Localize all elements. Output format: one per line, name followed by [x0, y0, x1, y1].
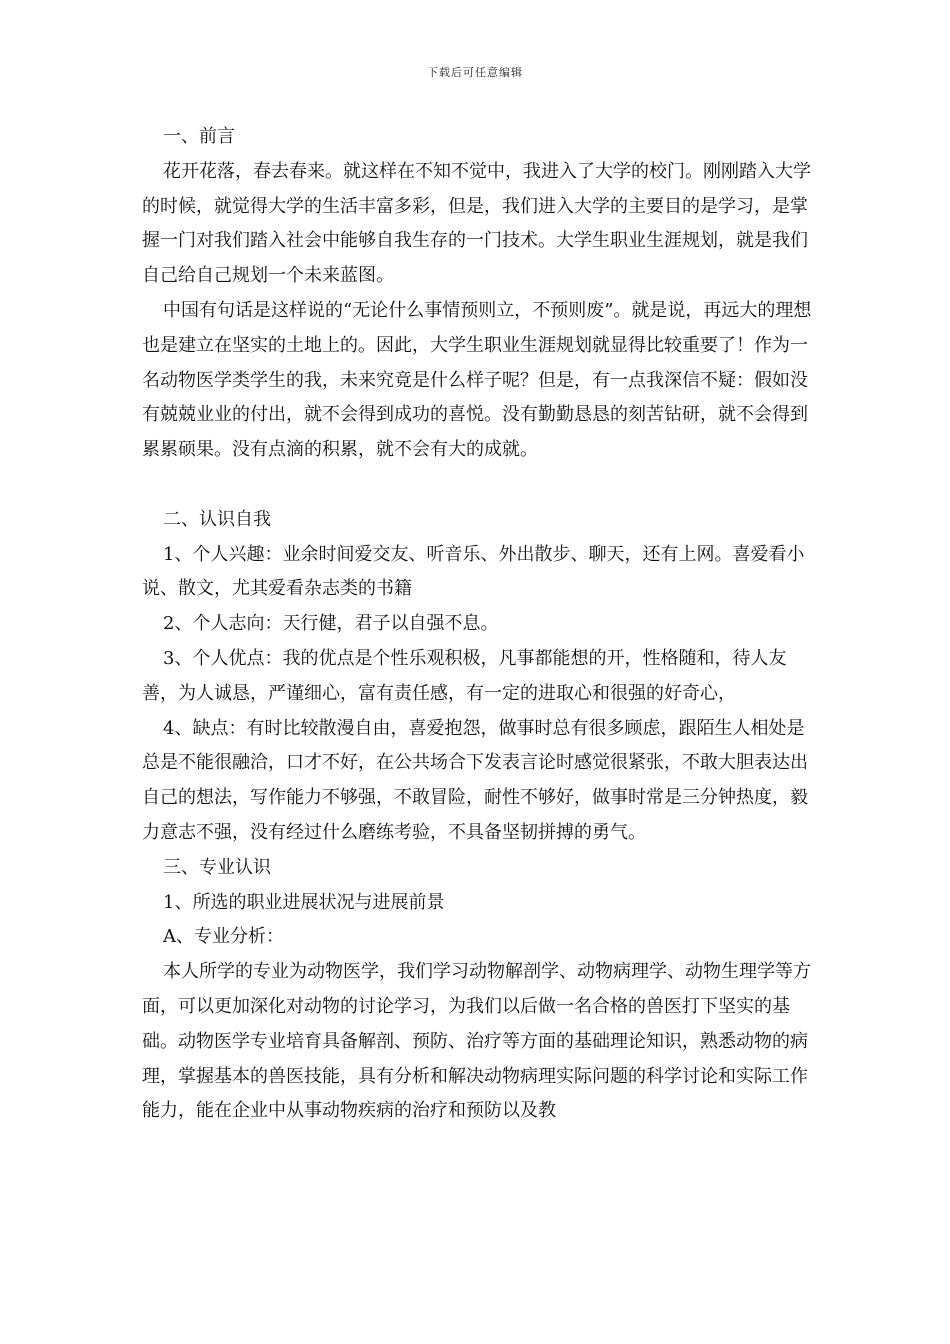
- body-paragraph: 中国有句话是这样说的“无论什么事情预则立，不预则废”。就是说，再远大的理想也是建立在坚实的土地上的。因此，大学生职业生涯规划就显得比较重要了！作为一名动物医学类学生的我，未来究竟是什么样子呢？但是，有一点我深信不疑：假如没有兢兢业业的付出，就不会得到成功的喜悦。没有勤勤恳恳的刻苦钻研，就不会得到累累硕果。没有点滴的积累，就不会有大的成就。: [142, 299, 812, 461]
- section-heading-major: 三、专业认识: [163, 856, 271, 878]
- list-item-weaknesses: 4、缺点：有时比较散漫自由，喜爱抱怨，做事时总有很多顾虑，跟陌生人相处是总是不能很融洽，口才不好，在公共场合下发表言论时感觉很紧张，不敢大胆表达出自己的想法，写作能力不够强，不敢冒险，耐性不够好，做事时常是三分钟热度，毅力意志不强，没有经过什么磨练考验，不具备坚韧拼搏的勇气。: [142, 717, 808, 843]
- list-item-interests: 1、个人兴趣：业余时间爱交友、听音乐、外出散步、聊天，还有上网。喜爱看小说、散文，尤其爱看杂志类的书籍: [142, 543, 805, 600]
- section-heading-preface: 一、前言: [163, 126, 235, 147]
- list-item-strengths: 3、个人优点：我的优点是个性乐观积极，凡事都能想的开，性格随和，待人友善，为人诚恳，严谨细心，富有责任感，有一定的进取心和很强的好奇心，: [142, 647, 787, 704]
- subheading-major-analysis: A、专业分析：: [163, 926, 284, 948]
- blank-line: [142, 468, 822, 503]
- page-header: 下载后可任意编辑: [427, 66, 523, 79]
- subheading-career-outlook: 1、所选的职业进展状况与进展前景: [163, 891, 445, 913]
- document-body: [142, 120, 822, 1129]
- body-paragraph: 花开花落，春去春来。就这样在不知不觉中，我进入了大学的校门。刚刚踏入大学的时候，就觉得大学的生活丰富多彩，但是，我们进入大学的主要目的是学习，是掌握一门对我们踏入社会中能够自我生存的一门技术。大学生职业生涯规划，就是我们自己给自己规划一个未来蓝图。: [142, 160, 811, 287]
- body-paragraph: 本人所学的专业为动物医学，我们学习动物解剖学、动物病理学、动物生理学等方面，可以更加深化对动物的讨论学习，为我们以后做一名合格的兽医打下坚实的基础。动物医学专业培育具备解剖、预防、治疗等方面的基础理论知识，熟悉动物的病理，掌握基本的兽医技能，具有分析和解决动物病理实际问题的科学讨论和实际工作能力，能在企业中从事动物疾病的治疗和预防以及教: [142, 961, 811, 1122]
- section-heading-self-knowledge: 二、认识自我: [163, 508, 271, 530]
- list-item-ambition: 2、个人志向：天行健，君子以自强不息。: [163, 613, 499, 635]
